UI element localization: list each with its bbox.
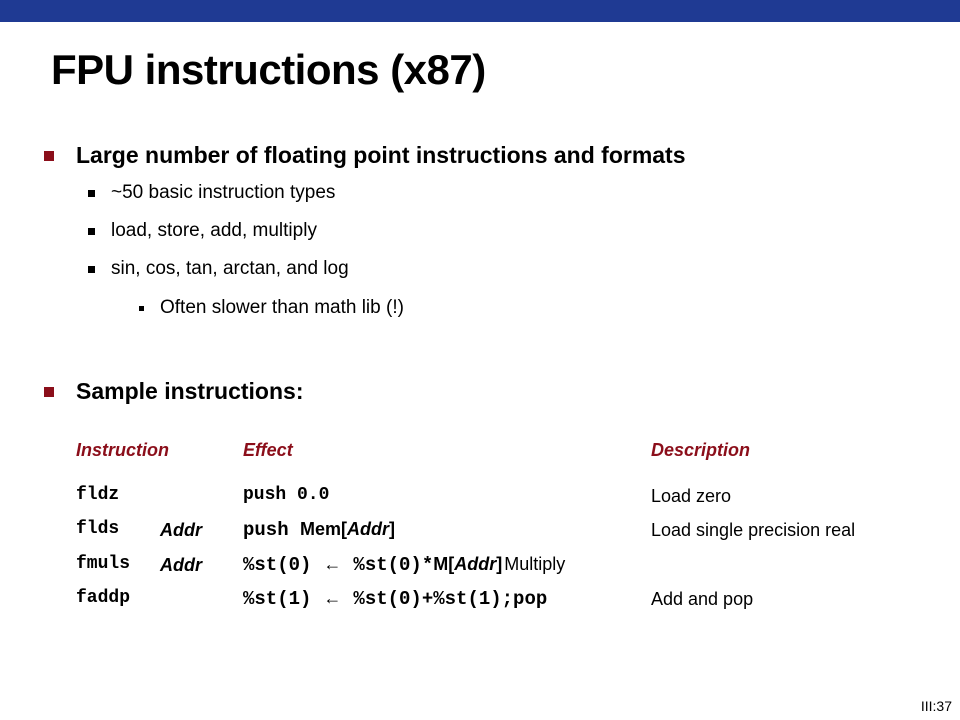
bullet-sub-2 (88, 220, 317, 242)
bullet-square-icon (88, 190, 95, 197)
bullet-square-icon (44, 151, 54, 161)
bullet-square-icon (88, 228, 95, 235)
slide-title: FPU instructions (x87) (51, 46, 486, 93)
row-faddp-op: faddp (76, 588, 131, 608)
bullet-text: ~50 basic instruction types (111, 182, 336, 203)
row-fldz-effect: push 0.0 (243, 485, 330, 505)
effect-src: %st(0)* (353, 554, 434, 576)
bullet-square-icon (44, 387, 54, 397)
effect-mem: M[ (433, 554, 455, 574)
row-flds-description: Load single precision real (651, 520, 856, 540)
row-fldz-description: Load zero (651, 486, 732, 506)
effect-addr: Addr (454, 554, 497, 574)
bullet-square-icon (139, 306, 144, 311)
row-flds-op: flds (76, 519, 120, 539)
effect-mem: Mem[ (300, 519, 348, 539)
header-effect: Effect (243, 440, 293, 460)
bullet-sub-3 (88, 258, 349, 280)
row-faddp-effect (243, 588, 547, 610)
row-fmuls-operand: Addr (160, 555, 202, 575)
bullet-sub-1 (88, 182, 335, 204)
bullet-square-icon (88, 266, 95, 273)
effect-close: ] (496, 554, 503, 574)
bullet-subsub-1 (139, 297, 404, 319)
bullet-text: sin, cos, tan, arctan, and log (111, 258, 349, 279)
row-flds-effect (243, 519, 395, 541)
page-number: III:37 (920, 698, 952, 714)
bullet-text: Large number of floating point instructions and formats (76, 142, 686, 168)
top-bar (0, 0, 960, 22)
effect-addr: Addr (347, 519, 390, 539)
bullet-text: Often slower than math lib (!) (160, 297, 404, 318)
row-fmuls-effect (243, 554, 565, 576)
bullet-text: Sample instructions: (76, 378, 304, 404)
row-faddp-description: Add and pop (651, 589, 754, 609)
row-fldz-op: fldz (76, 485, 120, 505)
effect-dest: %st(1) (243, 588, 312, 610)
bullet-text: load, store, add, multiply (111, 220, 317, 241)
row-flds-operand: Addr (160, 520, 202, 540)
effect-src: %st(0)+%st(1);pop (353, 588, 548, 610)
header-instruction: Instruction (76, 440, 169, 460)
row-fmuls-description: Multiply (504, 554, 566, 574)
bullet-main-1 (44, 142, 686, 169)
left-arrow-icon: ← (323, 554, 342, 574)
bullet-main-2 (44, 378, 303, 405)
left-arrow-icon: ← (323, 588, 342, 608)
header-description: Description (651, 440, 751, 460)
effect-dest: %st(0) (243, 554, 312, 576)
row-fmuls-op: fmuls (76, 554, 131, 574)
effect-push: push (243, 519, 301, 541)
effect-close: ] (389, 519, 396, 539)
